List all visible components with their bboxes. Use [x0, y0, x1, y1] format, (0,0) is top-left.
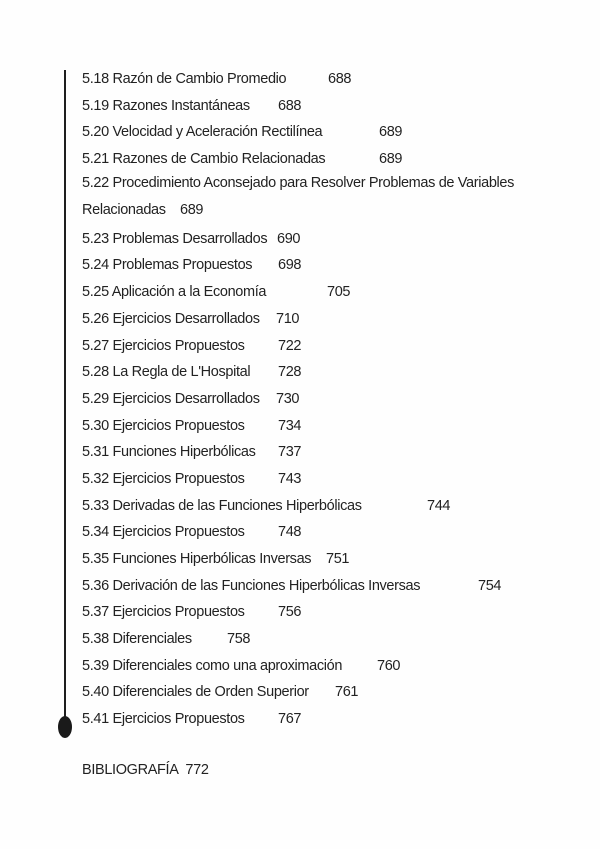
toc-entry-title: 5.40 Diferenciales de Orden Superior: [82, 684, 309, 701]
toc-entry: [82, 439, 582, 466]
toc-entry: [82, 653, 582, 680]
toc-entry-title: 5.19 Razones Instantáneas: [82, 97, 250, 114]
toc-entry: [82, 626, 582, 653]
bibliography-title: BIBLIOGRAFÍA: [82, 762, 178, 778]
toc-entry-title: 5.36 Derivación de las Funciones Hiperbólicas Inversas: [82, 577, 421, 594]
toc-entry: [82, 546, 582, 573]
toc-entry-page: 730: [276, 390, 300, 407]
toc-entry: [82, 306, 582, 333]
toc-entry-page: 710: [276, 310, 300, 327]
margin-rule: [64, 70, 66, 730]
toc-entry-page: 744: [427, 497, 451, 514]
toc-entry-page: 743: [278, 470, 302, 487]
table-of-contents: [82, 66, 582, 733]
toc-entry: [82, 466, 582, 493]
toc-entry: [82, 413, 582, 440]
toc-entry-page: 690: [277, 230, 301, 247]
margin-ink-dot: [58, 716, 72, 738]
toc-entry-page: 689: [379, 124, 403, 141]
toc-entry: [82, 386, 582, 413]
toc-entry-page: 688: [278, 97, 302, 114]
toc-entry-page: 760: [377, 657, 401, 674]
toc-entry-title: 5.24 Problemas Propuestos: [82, 257, 253, 274]
toc-entry-page: 705: [327, 284, 351, 301]
bibliography-page: 772: [185, 762, 209, 778]
toc-entry-page: 737: [278, 444, 302, 461]
toc-entry-title: 5.27 Ejercicios Propuestos: [82, 337, 245, 354]
toc-entry: [82, 359, 582, 386]
toc-entry-title: 5.32 Ejercicios Propuestos: [82, 470, 245, 487]
toc-entry-title: 5.34 Ejercicios Propuestos: [82, 524, 245, 541]
toc-entry: [82, 679, 582, 706]
toc-entry-title: 5.38 Diferenciales: [82, 631, 192, 648]
toc-entry: [82, 706, 582, 733]
toc-entry-page: 756: [278, 604, 302, 621]
toc-entry-title: 5.29 Ejercicios Desarrollados: [82, 390, 260, 407]
toc-entry-page: 689: [180, 201, 204, 218]
toc-entry-page: 698: [278, 257, 302, 274]
toc-entry: [82, 279, 582, 306]
toc-entry-title: 5.33 Derivadas de las Funciones Hiperbólicas: [82, 497, 362, 514]
toc-entry-title: 5.20 Velocidad y Aceleración Rectilínea: [82, 124, 323, 141]
toc-entry: [82, 119, 582, 146]
toc-entry-title: 5.39 Diferenciales como una aproximación: [82, 657, 343, 674]
bibliography-entry: [82, 762, 209, 778]
toc-entry-page: 728: [278, 364, 302, 381]
toc-entry-page: 734: [278, 417, 302, 434]
toc-entry-title: 5.30 Ejercicios Propuestos: [82, 417, 245, 434]
toc-entry: [82, 66, 582, 93]
toc-entry-page: 689: [379, 151, 403, 168]
toc-entry: [82, 493, 582, 520]
toc-entry-title: 5.26 Ejercicios Desarrollados: [82, 310, 260, 327]
toc-entry: [82, 333, 582, 360]
toc-entry-title: Relacionadas: [82, 201, 166, 218]
toc-entry-title: 5.35 Funciones Hiperbólicas Inversas: [82, 551, 312, 567]
toc-entry: [82, 173, 582, 194]
toc-entry-page: 754: [478, 577, 502, 594]
toc-entry-title: 5.21 Razones de Cambio Relacionadas: [82, 151, 326, 168]
toc-entry-title: 5.23 Problemas Desarrollados: [82, 230, 268, 247]
toc-entry: [82, 573, 582, 600]
toc-entry-title: 5.37 Ejercicios Propuestos: [82, 604, 245, 621]
toc-entry-page: 761: [335, 684, 359, 701]
toc-entry-page: 722: [278, 337, 302, 354]
toc-entry: [82, 226, 582, 253]
toc-entry-title: 5.18 Razón de Cambio Promedio: [82, 71, 287, 87]
toc-entry: [82, 252, 582, 279]
toc-entry: [82, 93, 582, 120]
toc-entry-continuation: [82, 194, 582, 226]
toc-entry-page: 748: [278, 524, 302, 541]
toc-entry-page: 751: [326, 551, 350, 567]
toc-entry: [82, 519, 582, 546]
toc-entry-title: 5.31 Funciones Hiperbólicas: [82, 444, 256, 461]
toc-entry-page: 688: [328, 71, 352, 87]
toc-entry-page: 758: [227, 631, 251, 648]
toc-entry: [82, 146, 582, 173]
toc-entry-title: 5.41 Ejercicios Propuestos: [82, 711, 245, 728]
toc-entry: [82, 599, 582, 626]
toc-entry-title: 5.25 Aplicación a la Economía: [82, 284, 267, 301]
toc-entry-page: 767: [278, 711, 302, 728]
toc-entry-title: 5.28 La Regla de L'Hospital: [82, 364, 251, 381]
toc-entry-title: 5.22 Procedimiento Aconsejado para Resolver Problemas de Variables: [82, 174, 515, 191]
